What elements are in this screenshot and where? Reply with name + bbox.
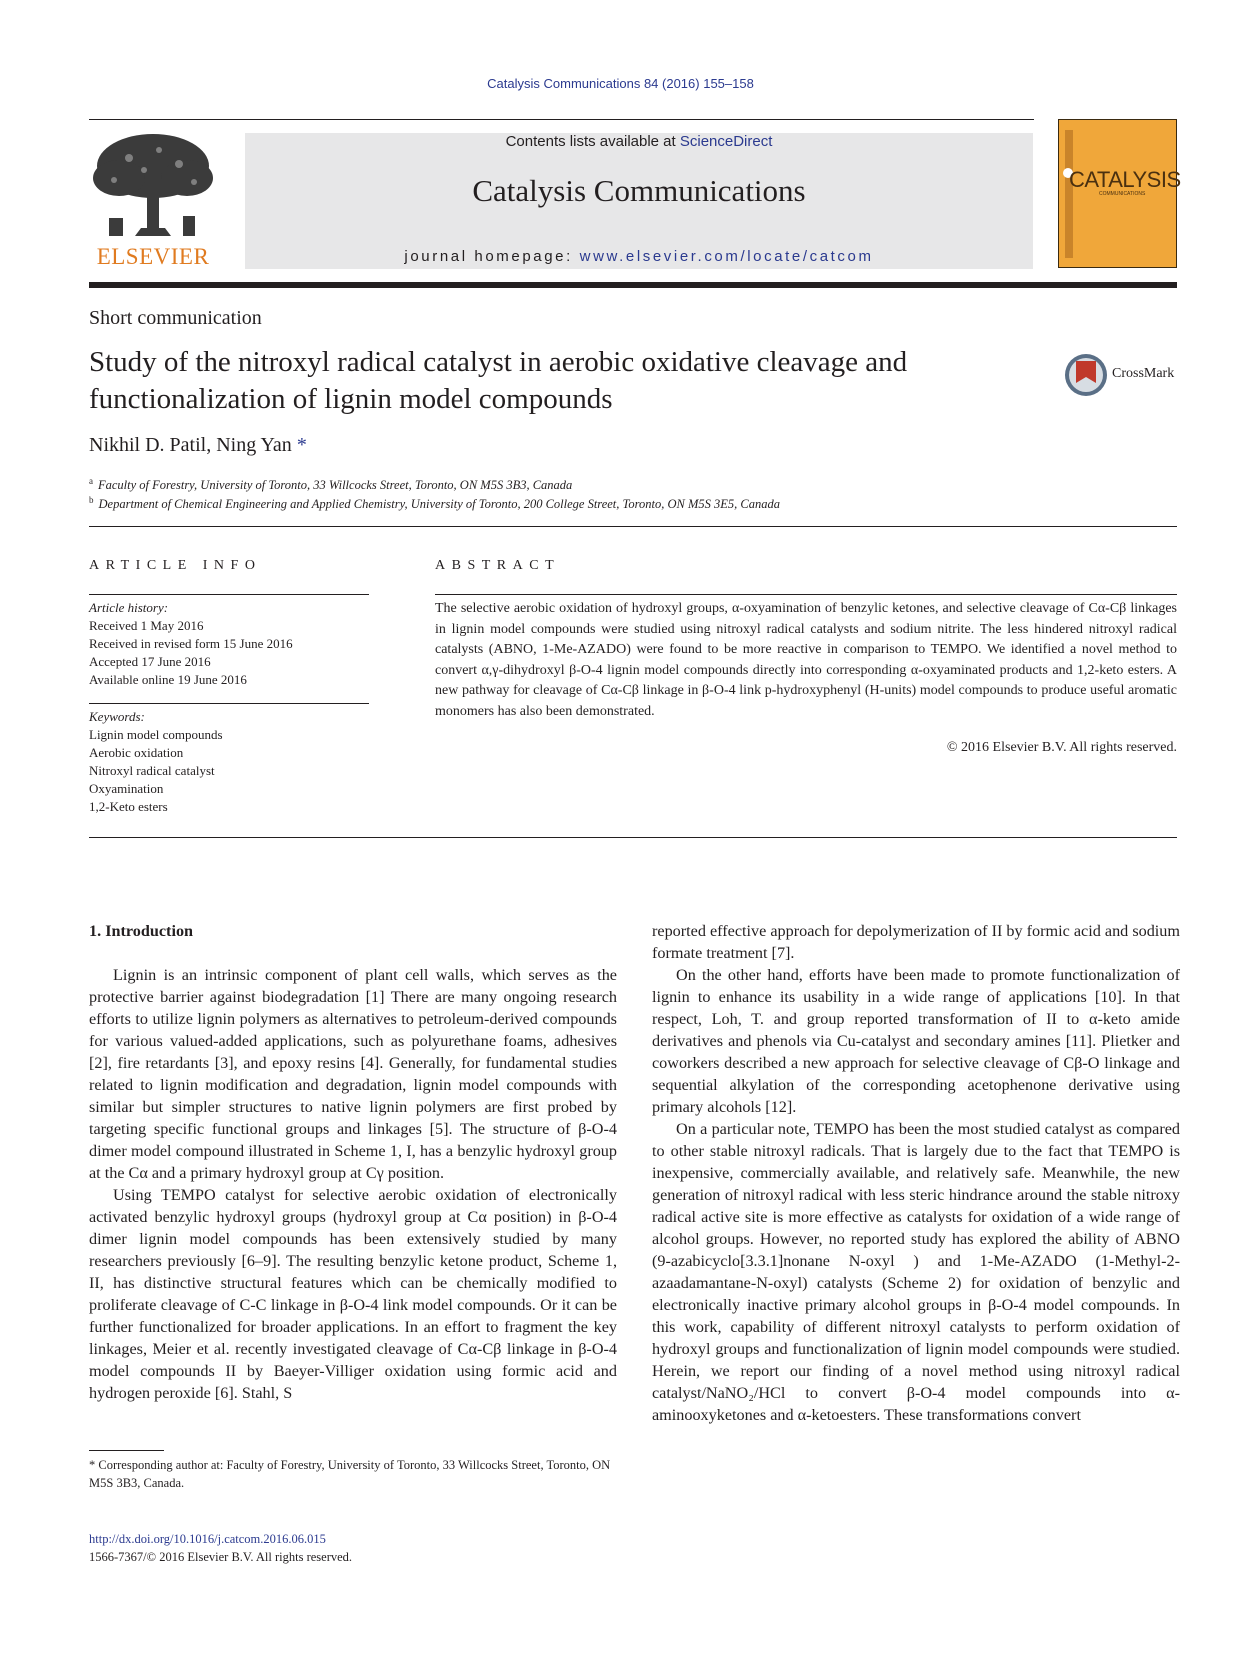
affiliation-b (89, 495, 780, 512)
crossmark-icon (1064, 353, 1108, 397)
crossmark-label: CrossMark (1112, 366, 1175, 381)
header-rule (89, 119, 1034, 120)
journal-reference-link[interactable]: Catalysis Communications 84 (2016) 155–158 (487, 76, 754, 91)
affiliation-a (89, 476, 572, 493)
history-item: Accepted 17 June 2016 (89, 654, 211, 669)
affiliation-mark: a (89, 476, 93, 486)
footnote (89, 1456, 617, 1492)
keywords-rule (89, 703, 369, 704)
keyword-item: Nitroxyl radical catalyst (89, 763, 215, 778)
abstract-copyright: © 2016 Elsevier B.V. All rights reserved. (946, 740, 1177, 755)
body-paragraph: Lignin is an intrinsic component of plant cell walls, which serves as the protective barrier against biodegradation [1] There are many ongoing research efforts to utilize lignin polymers as alternatives to petroleum-derived compounds for various valued-added applications, such as polyurethane foams, adhesives [2], fire retardants [3], and epoxy resins [4]. Generally, for fundamental studies related to lignin modification and degradation, lignin model compounds with similar but simpler structures to native lignin polymers are first probed by targeting specific functional groups and linkages [5]. The structure of β-O-4 dimer model compound illustrated in Scheme 1, I, has a benzylic hydroxyl group at the Cα and a primary hydroxyl group at Cγ position. (89, 966, 617, 1182)
keywords (89, 708, 379, 816)
keyword-item: Lignin model compounds (89, 727, 223, 742)
history-item: Available online 19 June 2016 (89, 672, 247, 687)
body-paragraph: reported effective approach for depolymerization of II by formic acid and sodium formate treatment [7]. (652, 922, 1180, 962)
homepage-link[interactable]: www.elsevier.com/locate/catcom (579, 248, 874, 265)
keyword-item: 1,2-Keto esters (89, 799, 168, 814)
contents-line (245, 133, 1033, 150)
article-title-line: functionalization of lignin model compounds (89, 383, 613, 415)
history-item: Received in revised form 15 June 2016 (89, 636, 293, 651)
journal-title: Catalysis Communications (472, 173, 806, 208)
affiliation-rule (89, 526, 1177, 527)
footnote-mark: * (89, 1458, 96, 1472)
corresponding-author-mark[interactable]: * (296, 434, 307, 456)
article-type: Short communication (89, 307, 262, 329)
article-history (89, 599, 379, 689)
keywords-label: Keywords: (89, 709, 145, 724)
footnote-text: Corresponding author at: Faculty of Forestry, University of Toronto, 33 Willcocks Street, Toronto, ON M5S 3B3, Canada. (89, 1458, 611, 1490)
abstract-text: The selective aerobic oxidation of hydroxyl groups, α-oxyamination of benzylic ketones, and selective cleavage of Cα-Cβ linkages in lignin model compounds were studied using nitroxyl radical catalysts and sodium nitrite. The less hindered nitroxyl radical catalysts (ABNO, 1-Me-AZADO) were found to be more reactive in comparison to TEMPO. We identified a novel method to convert α,γ-dihydroxyl β-O-4 lignin model compounds directly into corresponding α-oxyaminated products and 1,2-keto esters. A new pathway for cleavage of Cα-Cβ linkage in β-O-4 link p-hydroxyphenyl (H-units) model compounds to produce useful aromatic monomers has also been demonstrated. (435, 601, 1177, 719)
affiliation-mark: b (89, 495, 94, 505)
sciencedirect-link[interactable]: ScienceDirect (679, 133, 773, 150)
doi-link[interactable]: http://dx.doi.org/10.1016/j.catcom.2016.06.015 (89, 1532, 326, 1546)
issn-copyright: 1566-7367/© 2016 Elsevier B.V. All rights reserved. (89, 1550, 353, 1564)
body-right-column (652, 920, 1180, 1426)
author-list (89, 434, 307, 457)
crossmark-badge[interactable] (1064, 353, 1184, 395)
journal-banner (245, 133, 1033, 269)
keyword-item: Aerobic oxidation (89, 745, 184, 760)
section-heading-introduction: 1. Introduction (89, 922, 194, 940)
footnote-rule (89, 1450, 164, 1451)
body-left-column (89, 920, 617, 1404)
homepage-prefix: journal homepage: (404, 248, 580, 265)
tree-icon (89, 130, 217, 238)
header-thick-rule (89, 282, 1177, 288)
affiliation-text: Faculty of Forestry, University of Toronto, 33 Willcocks Street, Toronto, ON M5S 3B3, Canada (98, 478, 573, 493)
cover-title: CATALYSIS (1069, 167, 1181, 192)
elsevier-logo (89, 130, 217, 270)
article-title (89, 344, 1049, 418)
abstract-end-rule (89, 837, 1177, 838)
contents-prefix: Contents lists available at (505, 133, 680, 150)
article-info-heading: ARTICLE INFO (89, 558, 262, 573)
body-paragraph: Using TEMPO catalyst for selective aerobic oxidation of electronically activated benzylic hydroxyl groups (hydroxyl group at Cα position) in β-O-4 dimer lignin model compounds has been extensively studied by many researchers previously [6–9]. The resulting benzylic ketone product, Scheme 1, II, has distinctive structural features which can be chemically modified to proliferate cleavage of C-C linkage in β-O-4 link model compounds. Or it can be further functionalized for broader applications. In an effort to fragment the key linkages, Meier et al. recently investigated cleavage of Cα-Cβ linkage in β-O-4 model compounds II by Baeyer-Villiger oxidation using formic acid and hydrogen peroxide [6]. Stahl, S (89, 1186, 617, 1402)
elsevier-wordmark: ELSEVIER (96, 244, 210, 269)
article-info-rule (89, 594, 369, 595)
keyword-item: Oxyamination (89, 781, 164, 796)
history-item: Received 1 May 2016 (89, 618, 204, 633)
cover-spine (1065, 130, 1073, 258)
abstract-heading: ABSTRACT (435, 558, 561, 573)
journal-cover (1058, 119, 1181, 268)
body-paragraph: On a particular note, TEMPO has been the most studied catalyst as compared to other stable nitroxyl radicals. That is largely due to the fact that TEMPO is inexpensive, commercially available, and relatively safe. Meanwhile, the new generation of nitroxyl radical with less steric hindrance around the stable nitroxy radical active site is more effective as catalysts for oxidation of a wide range of alcohol groups. However, no reported study has explored the ability of ABNO (9-azabicyclo[3.3.1]nonane N-oxyl ) and 1-Me-AZADO (1-Methyl-2-azaadamantane-N-oxyl) catalysts (Scheme 2) for oxidation of benzylic and electronically inactive primary alcohol groups in β-O-4 model compounds. In this work, capability of different nitroxyl catalysts to perform oxidation of hydroxyl groups and functionalization of lignin model compounds were studied. Herein, we report our finding of a novel method using nitroxyl radical catalyst/NaNO₂/HCl to convert β-O-4 model compounds into α-aminooxyketones and α-ketoesters. These transformations convert (652, 1120, 1180, 1424)
article-history-label: Article history: (89, 600, 169, 615)
affiliation-text: Department of Chemical Engineering and Applied Chemistry, University of Toronto, 200 College Street, Toronto, ON M5S 3E5, Canada (98, 497, 780, 512)
cover-subtitle: COMMUNICATIONS (1099, 191, 1146, 197)
homepage-line (245, 248, 1033, 265)
author-names: Nikhil D. Patil, Ning Yan (89, 434, 292, 456)
abstract-rule (435, 594, 1177, 595)
article-title-line: Study of the nitroxyl radical catalyst in aerobic oxidative cleavage and (89, 346, 908, 378)
body-paragraph: On the other hand, efforts have been made to promote functionalization of lignin to enhance its usability in a wide range of applications [10]. In that respect, Loh, T. and group reported transformation of II to α-keto amide derivatives and phenols via Cu-catalyst and secondary amines [11]. Plietker and coworkers described a new approach for selective cleavage of Cβ-O linkage and sequential alkylation of the corresponding acetophenone derivative using primary alcohols [12]. (652, 966, 1180, 1116)
